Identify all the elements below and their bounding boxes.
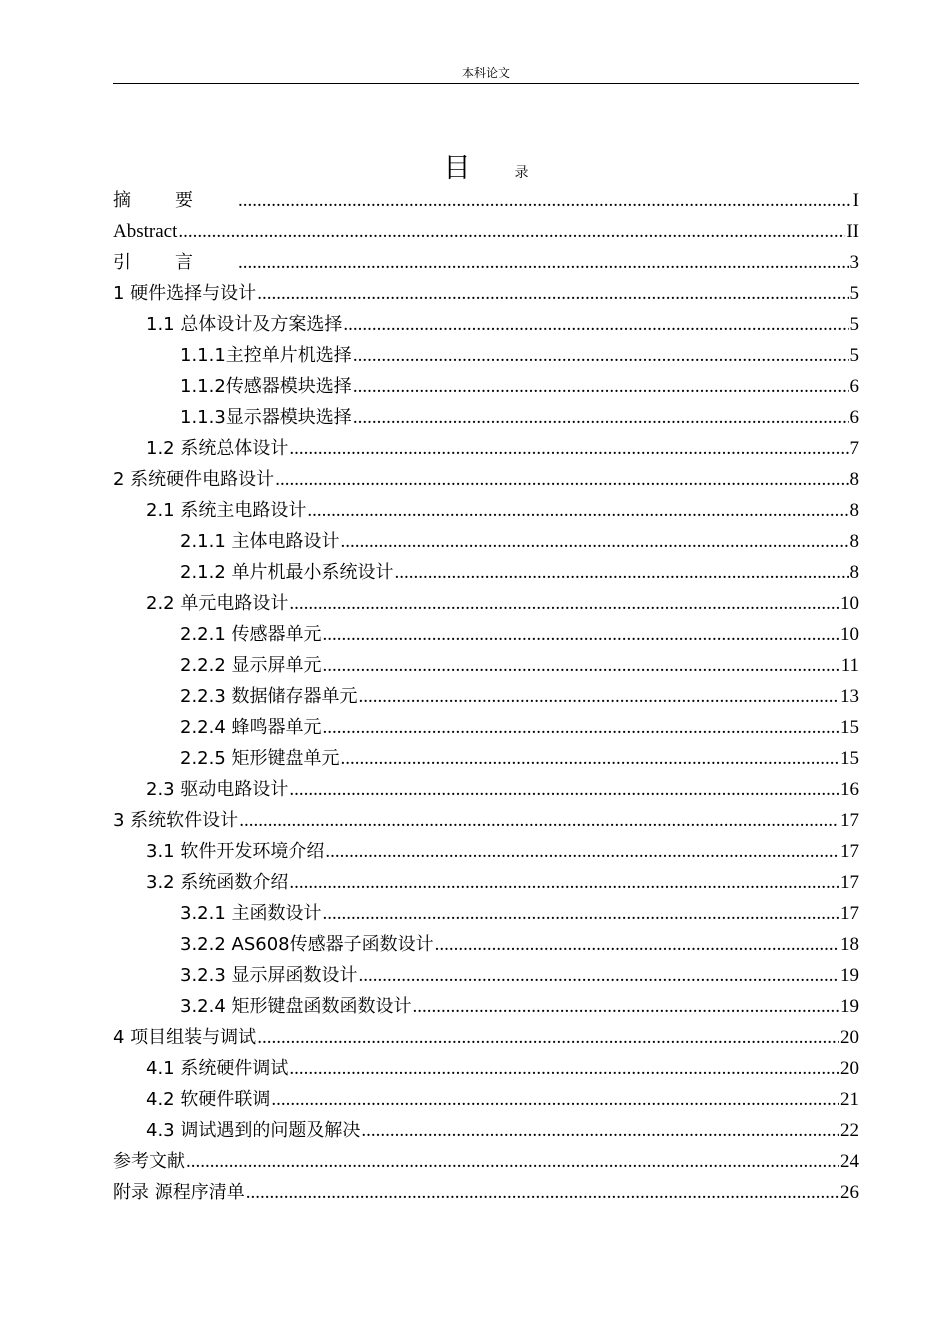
- toc-entry-page: 13: [840, 686, 859, 707]
- toc-entry[interactable]: [113, 743, 859, 774]
- toc-entry-page: 10: [840, 624, 859, 645]
- toc-entry-page: 17: [840, 872, 859, 893]
- toc-entry-label: 1.1.2传感器模块选择: [180, 376, 352, 397]
- toc-dot-leader: [289, 588, 839, 619]
- toc-dot-leader: [323, 712, 839, 743]
- toc-entry[interactable]: [113, 1084, 859, 1115]
- toc-dot-leader: [323, 898, 839, 929]
- toc-dot-leader: [323, 619, 839, 650]
- toc-entry-page: 11: [840, 655, 859, 676]
- toc-entry-label: 3.2.2 AS608传感器子函数设计: [180, 934, 434, 955]
- toc-entry[interactable]: [113, 650, 859, 681]
- toc-entry[interactable]: [113, 898, 859, 929]
- toc-entry[interactable]: [113, 774, 859, 805]
- toc-dot-leader: [395, 557, 849, 588]
- toc-entry-label: 4.3 调试遇到的问题及解决: [146, 1120, 361, 1141]
- toc-entry-page: 8: [849, 531, 859, 552]
- toc-entry-page: 8: [849, 500, 859, 521]
- toc-entry-label: 2.1 系统主电路设计: [146, 500, 307, 521]
- toc-dot-leader: [271, 1084, 839, 1115]
- toc-entry-page: 19: [840, 965, 859, 986]
- toc-title-main: 目: [443, 153, 471, 184]
- toc-dot-leader: [289, 1053, 839, 1084]
- toc-entry[interactable]: [113, 278, 859, 309]
- toc-entry-page: 17: [840, 841, 859, 862]
- toc-entry-label: 3.1 软件开发环境介绍: [146, 841, 325, 862]
- toc-dot-leader: [186, 1146, 839, 1177]
- toc-dot-leader: [323, 650, 840, 681]
- toc-entry[interactable]: [113, 712, 859, 743]
- toc-dot-leader: [435, 929, 839, 960]
- toc-entry[interactable]: [113, 402, 859, 433]
- toc-entry[interactable]: [113, 247, 859, 278]
- toc-entry-page: 8: [849, 469, 859, 490]
- toc-entry[interactable]: [113, 588, 859, 619]
- toc-entry-page: 8: [849, 562, 859, 583]
- toc-dot-leader: [343, 309, 848, 340]
- toc-entry[interactable]: [113, 526, 859, 557]
- toc-entry-label: Abstract: [113, 221, 178, 242]
- running-header: 本科论文: [461, 66, 510, 80]
- toc-entry-page: 15: [840, 748, 859, 769]
- toc-entry[interactable]: [113, 1022, 859, 1053]
- toc-dot-leader: [353, 340, 849, 371]
- toc-dot-leader: [353, 402, 849, 433]
- toc-entry[interactable]: [113, 619, 859, 650]
- toc-dot-leader: [353, 371, 849, 402]
- toc-dot-leader: [238, 185, 852, 216]
- toc-entry-page: 17: [840, 903, 859, 924]
- toc-dot-leader: [238, 247, 849, 278]
- toc-entry-label: 1.2 系统总体设计: [146, 438, 289, 459]
- toc-entry-page: 7: [849, 438, 859, 459]
- toc-dot-leader: [361, 1115, 839, 1146]
- toc-dot-leader: [239, 805, 839, 836]
- toc-entry-page: 20: [840, 1027, 859, 1048]
- toc-dot-leader: [289, 433, 848, 464]
- toc-dot-leader: [178, 216, 845, 247]
- toc-entry[interactable]: [113, 805, 859, 836]
- toc-entry-page: I: [852, 190, 859, 211]
- toc-entry-page: 19: [840, 996, 859, 1017]
- toc-dot-leader: [341, 526, 849, 557]
- toc-entry-page: 6: [849, 407, 859, 428]
- toc-entry-label: 摘要: [113, 190, 237, 211]
- toc-entry[interactable]: [113, 216, 859, 247]
- toc-entry-page: 5: [849, 314, 859, 335]
- toc-dot-leader: [257, 1022, 839, 1053]
- header-rule: [113, 83, 859, 84]
- toc-dot-leader: [307, 495, 848, 526]
- toc-entry-label: 3.2.1 主函数设计: [180, 903, 322, 924]
- toc-entry-label: 2.2.4 蜂鸣器单元: [180, 717, 322, 738]
- toc-entry-page: 24: [840, 1151, 859, 1172]
- toc-dot-leader: [341, 743, 839, 774]
- toc-entry-page: 5: [849, 283, 859, 304]
- toc-entry[interactable]: [113, 1053, 859, 1084]
- toc-entry-page: II: [846, 221, 859, 242]
- toc-entry[interactable]: [113, 1177, 859, 1208]
- toc-entry[interactable]: [113, 433, 859, 464]
- toc-entry-label: 1 硬件选择与设计: [113, 283, 257, 304]
- toc-dot-leader: [359, 681, 839, 712]
- toc-entry-page: 17: [840, 810, 859, 831]
- toc-entry[interactable]: [113, 1115, 859, 1146]
- toc-entry-label: 2.3 驱动电路设计: [146, 779, 289, 800]
- toc-title-second: 录: [514, 165, 529, 181]
- toc-entry[interactable]: [113, 371, 859, 402]
- toc-entry-page: 10: [840, 593, 859, 614]
- toc-title: [113, 152, 859, 186]
- toc-entry-label: 4.1 系统硬件调试: [146, 1058, 289, 1079]
- toc-entry[interactable]: [113, 464, 859, 495]
- toc-entry-page: 3: [849, 252, 859, 273]
- toc-entry[interactable]: [113, 960, 859, 991]
- toc-dot-leader: [325, 836, 839, 867]
- toc-entry-page: 21: [840, 1089, 859, 1110]
- toc-entry-label: 4 项目组装与调试: [113, 1027, 257, 1048]
- toc-entry[interactable]: [113, 929, 859, 960]
- toc-entry-label: 2.2.2 显示屏单元: [180, 655, 322, 676]
- toc-entry[interactable]: [113, 340, 859, 371]
- toc-entry-page: 18: [840, 934, 859, 955]
- toc-entry-page: 20: [840, 1058, 859, 1079]
- toc-entry-label: 2.1.1 主体电路设计: [180, 531, 340, 552]
- toc-dot-leader: [257, 278, 848, 309]
- toc-entry-label: 2.2 单元电路设计: [146, 593, 289, 614]
- toc-entry[interactable]: [113, 557, 859, 588]
- toc-entry[interactable]: [113, 681, 859, 712]
- toc-entry-label: 3 系统软件设计: [113, 810, 239, 831]
- toc-entry-label: 1.1 总体设计及方案选择: [146, 314, 343, 335]
- toc-entry-label: 2.1.2 单片机最小系统设计: [180, 562, 394, 583]
- toc-entry-label: 附录 源程序清单: [113, 1182, 245, 1203]
- toc-entry-page: 5: [849, 345, 859, 366]
- toc-entry-page: 26: [840, 1182, 859, 1203]
- toc-entry[interactable]: [113, 185, 859, 216]
- toc-dot-leader: [289, 774, 839, 805]
- toc-dot-leader: [275, 464, 848, 495]
- toc-entry-label: 引言: [113, 252, 237, 273]
- toc-dot-leader: [246, 1177, 839, 1208]
- toc-entry[interactable]: [113, 495, 859, 526]
- toc-entry[interactable]: [113, 991, 859, 1022]
- toc-entry-label: 1.1.3显示器模块选择: [180, 407, 352, 428]
- toc-entry-label: 3.2.3 显示屏函数设计: [180, 965, 358, 986]
- toc-dot-leader: [359, 960, 839, 991]
- toc-entry-label: 2.2.3 数据储存器单元: [180, 686, 358, 707]
- toc-entry-label: 1.1.1主控单片机选择: [180, 345, 352, 366]
- toc-entry[interactable]: [113, 867, 859, 898]
- toc-entry-page: 16: [840, 779, 859, 800]
- toc-entry-label: 2.2.1 传感器单元: [180, 624, 322, 645]
- toc-entry-label: 2.2.5 矩形键盘单元: [180, 748, 340, 769]
- toc-entry-label: 参考文献: [113, 1151, 185, 1172]
- toc-entry[interactable]: [113, 836, 859, 867]
- toc-entry-label: 3.2.4 矩形键盘函数函数设计: [180, 996, 412, 1017]
- toc-dot-leader: [289, 867, 839, 898]
- toc-entry[interactable]: [113, 1146, 859, 1177]
- toc-entry-page: 22: [840, 1120, 859, 1141]
- table-of-contents: [113, 185, 859, 1208]
- toc-entry-page: 6: [849, 376, 859, 397]
- toc-entry-page: 15: [840, 717, 859, 738]
- toc-entry-label: 4.2 软硬件联调: [146, 1089, 271, 1110]
- toc-dot-leader: [413, 991, 839, 1022]
- toc-entry-label: 2 系统硬件电路设计: [113, 469, 275, 490]
- toc-entry-label: 3.2 系统函数介绍: [146, 872, 289, 893]
- toc-entry[interactable]: [113, 309, 859, 340]
